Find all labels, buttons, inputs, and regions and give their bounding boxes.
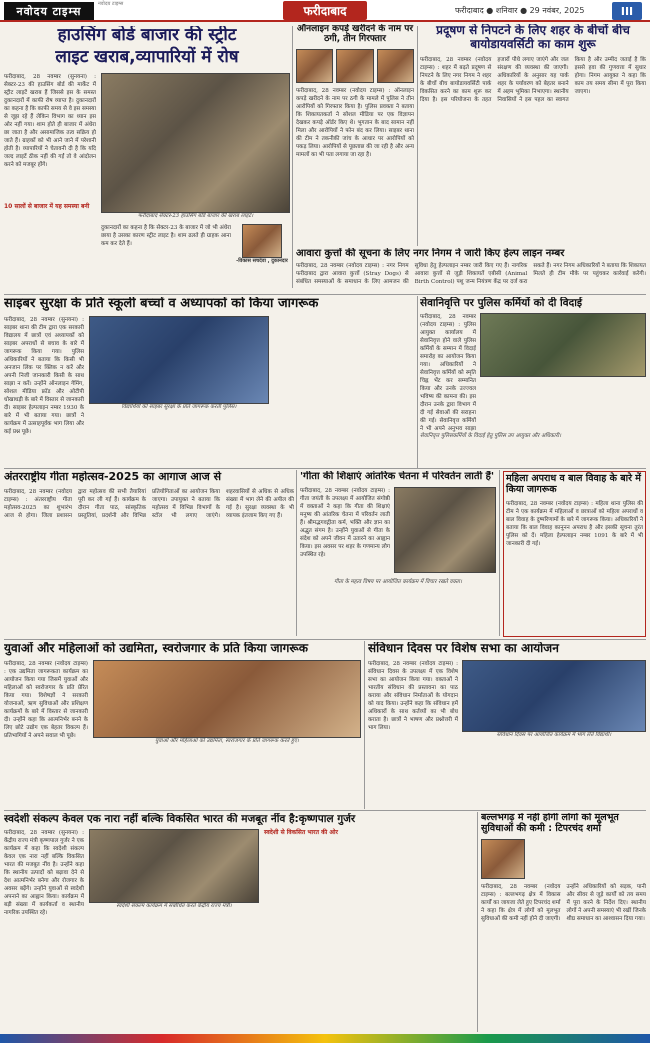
story-ballabgarh — [481, 813, 646, 1033]
leader-photo — [481, 839, 525, 879]
column-rule — [292, 26, 293, 288]
row-rule — [4, 639, 646, 640]
page-header — [0, 0, 650, 22]
story-body: फरीदाबाद, 28 नवम्बर (सुनयना) : केंद्रीय राज्य मंत्री कृष्णपाल गुर्जर ने एक कार्यक्रम में कहा कि स्वदेशी संकल्प केवल एक नारा नहीं बल्कि विकसित भारत की मजबूत नींव है। उन्होंने कहा कि स्थानीय उत्पादों को बढ़ावा देने से देश आत्मनिर्भर बनेगा और रोजगार के अवसर बढ़ेंगे। उन्होंने युवाओं से स्वदेशी अपनाने का आह्वान किया। कार्यक्रम में बड़ी संख्या में कार्यकर्ता व स्थानीय नागरिक उपस्थित रहे। — [4, 830, 84, 917]
headline-street-light-1: हाउसिंग बोर्ड बाजार की स्ट्रीट — [57, 26, 237, 45]
headline-gita-teachings: 'गीता की शिक्षाएं आंतरिक चेतना में परिवर्तन लाती हैं' — [300, 471, 495, 482]
column-rule — [417, 26, 418, 246]
quote-text: दुकानदारों का कहना है कि सेक्टर-23 के बाजार में जो भी अंधेरा छाया है उसका कारण स्ट्रीट लाइट है। शाम ढलते ही ग्राहक आना कम कर देते हैं। — [101, 225, 231, 248]
column-rule — [499, 470, 500, 636]
photo-caption: युवाओं और महिलाओं को उद्यमिता, स्वरोजगार के प्रति जागरूक करते हुए। — [155, 737, 299, 744]
headline-retirement: सेवानिवृत्ति पर पुलिस कर्मियों को दी विदाई — [420, 297, 583, 309]
headline-online-fraud: ऑनलाइन कपड़े खरीदने के नाम पर ठगी, तीन गिरफ्तार — [296, 24, 414, 45]
column-rule — [296, 470, 297, 636]
story-body: फरीदाबाद, 28 नवम्बर (नवोदय टाइम्स) : शहर में बढ़ते प्रदूषण से निपटने के लिए नगर निगम ने शहर के बीचों बीच बायोडायवर्सिटी पार्क विकसित करने का काम शुरू कर दिया है। इस परियोजना के तहत हजारों पौधे लगाए जाएंगे और जल संरक्षण की व्यवस्था की जाएगी। अधिकारियों के अनुसार यह पार्क शहर के पर्यावरण को बेहतर बनाने में अहम भूमिका निभाएगा। स्थानीय निवासियों ने इस पहल का स्वागत किया है और उम्मीद जताई है कि इससे हवा की गुणवत्ता में सुधार होगा। निगम आयुक्त ने कहा कि काम तय समय सीमा में पूरा किया जाएगा। — [420, 56, 646, 103]
story-stray-dogs — [296, 248, 646, 292]
constitution-photo — [462, 660, 646, 732]
column-rule — [477, 812, 478, 1032]
story-online-fraud — [296, 24, 414, 246]
red-subhead: स्वदेशी से विकसित भारत की ओर — [264, 829, 338, 837]
dateline: फरीदाबाद ● शनिवार ● 29 नवंबर, 2025 — [455, 6, 585, 15]
accused-photo — [296, 49, 333, 83]
masthead-logo: नवोदय टाइम्स — [4, 2, 94, 20]
gita-seminar-photo — [394, 487, 496, 573]
headline-entrepreneurship: युवाओं और महिलाओं को उद्यमिता, स्वरोजगार के प्रति किया जागरूक — [4, 642, 308, 655]
students-photo — [89, 316, 269, 404]
swadeshi-photo — [89, 829, 259, 903]
story-biodiversity — [420, 24, 646, 246]
story-body: फरीदाबाद, 28 नवम्बर (नवोदय टाइम्स) : अंतरराष्ट्रीय गीता महोत्सव-2025 का शुभारंभ आज से होगा। जिला प्रशासन द्वारा महोत्सव की सभी तैयारियां पूरी कर ली गई हैं। कार्यक्रम के दौरान गीता पाठ, सांस्कृतिक प्रस्तुतियां, प्रदर्शनी और विभिन्न प्रतियोगिताओं का आयोजन किया जाएगा। उपायुक्त ने बताया कि महोत्सव में विभिन्न विभागों के स्टॉल भी लगाए जाएंगे। शहरवासियों से अधिक से अधिक संख्या में भाग लेने की अपील की गई है। सुरक्षा व्यवस्था के भी व्यापक इंतजाम किए गए हैं। — [4, 488, 294, 519]
column-rule — [364, 641, 365, 809]
accused-photo-3 — [377, 49, 414, 83]
byline: -विकास सचदेवा , दुकानदार — [236, 258, 288, 265]
masthead-small: नवोदय टाइम्स — [98, 1, 124, 7]
page-number: III — [612, 2, 642, 20]
color-registration-bar — [0, 1034, 650, 1043]
accused-photo-2 — [336, 49, 373, 83]
red-subhead: 10 सालों से बाजार में यह समस्या बनी — [4, 203, 90, 211]
story-gita-mahotsav — [4, 471, 294, 637]
headline-street-light-2: लाइट खराब,व्यापारियों में रोष — [55, 46, 239, 67]
photo-caption: विद्यार्थियों को साइबर सुरक्षा के प्रति जागरूक करती पुलिस। — [121, 403, 237, 410]
story-cyber-awareness — [4, 297, 414, 467]
story-body: फरीदाबाद, 28 नवम्बर (सुनयना) : सेक्टर-23 की हाउसिंग बोर्ड की मार्केट में स्ट्रीट लाइटें खराब हैं जिससे इस के समस्त दुकानदारों में काफी रोष व्याप्त है। दुकानदारों का कहना है कि काफी समय से वे इस समस्या से जूझ रहे हैं लेकिन विभाग का ध्यान इस ओर नहीं गया। शाम होते ही बाजार में अंधेरा छा जाता है और असामाजिक तत्व सक्रिय हो जाते हैं। ग्राहकों को भी आने जाने में परेशानी होती है। व्यापारियों ने चेतावनी दी है कि यदि जल्द लाइटें ठीक नहीं की गईं तो वे आंदोलन करने को मजबूर होंगे। — [4, 74, 96, 169]
photo-caption: फरीदाबाद सेक्टर-23 हाउसिंग बोर्ड बाजार की खराब लाइटें। — [137, 213, 254, 220]
street-light-photo — [101, 73, 290, 213]
headline-stray-dogs: आवारा कुत्तों की सूचना के लिए नगर निगम ने जारी किए हेल्प लाइन नम्बर — [296, 248, 565, 259]
story-body: फरीदाबाद, 28 नवम्बर (नवोदय टाइम्स) : पुलिस आयुक्त कार्यालय में सेवानिवृत्त होने वाले पुलिस कर्मियों के सम्मान में विदाई समारोह का आयोजन किया गया। अधिकारियों ने सेवानिवृत्त कर्मियों को स्मृति चिह्न भेंट कर सम्मानित किया और उनके उज्ज्वल भविष्य की कामना की। इस दौरान उनके द्वारा विभाग में दी गई सेवाओं की सराहना की गई। सेवानिवृत्त कर्मियों ने भी अपने अनुभव साझा — [420, 314, 476, 433]
entrepreneurship-photo — [93, 660, 361, 738]
story-body: फरीदाबाद, 28 नवम्बर (नवोदय टाइम्स) : संविधान दिवस के उपलक्ष्य में एक विशेष सभा का आयोजन किया गया। वक्ताओं ने भारतीय संविधान की प्रस्तावना का पाठ कराया और संविधान निर्माताओं के योगदान को याद किया। उन्होंने कहा कि संविधान हमें अधिकारों के साथ कर्तव्यों का भी बोध कराता है। छात्रों ने भाषण और प्रश्नोत्तरी में भाग लिया। — [368, 660, 458, 731]
headline-biodiversity: प्रदूषण से निपटने के लिए शहर के बीचों बीच बायोडायवर्सिटी का काम शुरू — [436, 24, 630, 51]
column-rule — [417, 296, 418, 468]
story-swadeshi — [4, 813, 474, 1033]
story-entrepreneurship — [4, 642, 362, 808]
photo-caption: संविधान दिवस पर आयोजित कार्यक्रम में भाग लेते विद्यार्थी। — [496, 731, 612, 738]
story-women-crime — [503, 471, 646, 637]
story-body: फरीदाबाद, 28 नवम्बर (नवोदय टाइम्स) : ऑनलाइन कपड़े खरीदने के नाम पर ठगी के मामले में पुलिस ने तीन आरोपियों को गिरफ्तार किया है। पुलिस प्रवक्ता ने बताया कि शिकायतकर्ता ने सोशल मीडिया पर एक विज्ञापन देखकर कपड़े ऑर्डर किए थे। भुगतान के बाद सामान नहीं मिला और आरोपियों ने फोन बंद कर लिया। साइबर थाना की टीम ने तकनीकी जांच के आधार पर आरोपियों को पकड़ लिया। आरोपियों से पूछताछ की जा रही है और अन्य मामलों का भी पता लगाया जा रहा है। — [296, 87, 414, 158]
story-body: फरीदाबाद, 28 नवम्बर (नवोदय टाइम्स) : महिला थाना पुलिस की टीम ने एक कार्यक्रम में महिलाओं व छात्राओं को महिला अपराधों व बाल विवाह के दुष्परिणामों के बारे में जागरूक किया। अधिकारियों ने बताया कि बाल विवाह कानूनन अपराध है और इसकी सूचना तुरंत पुलिस को दें। महिला हेल्पलाइन नम्बर 1091 के बारे में भी जानकारी दी गई। — [506, 500, 643, 547]
row-rule — [4, 468, 646, 469]
story-constitution-day — [368, 642, 646, 808]
headline-constitution-day: संविधान दिवस पर विशेष सभा का आयोजन — [368, 642, 559, 655]
photo-caption: गीता के महत्व विषय पर आयोजित कार्यक्रम में विचार रखते वक्ता। — [334, 578, 462, 585]
shopkeeper-photo — [242, 224, 282, 258]
story-body: फरीदाबाद, 28 नवम्बर (सुनयना) : साइबर थाना की टीम द्वारा एक सरकारी विद्यालय में छात्रों एवं अध्यापकों को साइबर अपराधों से बचाव के बारे में जागरूक किया गया। पुलिस अधिकारियों ने बताया कि किसी भी अनजान लिंक पर क्लिक न करें और अपनी निजी जानकारी किसी के साथ साझा न करें। उन्होंने ऑनलाइन गेमिंग, सोशल मीडिया फ्रॉड और ओटीपी धोखाधड़ी के बारे में विस्तार से जानकारी दी। साइबर हेल्पलाइन नम्बर 1930 के बारे में भी बताया गया। छात्रों ने कार्यक्रम में उत्साहपूर्वक भाग लिया और कई प्रश्न पूछे। — [4, 316, 84, 435]
headline-cyber-awareness: साइबर सुरक्षा के प्रति स्कूली बच्चों व अध्यापकों को किया जागरूक — [4, 297, 319, 311]
city-badge: फरीदाबाद — [283, 1, 367, 20]
row-rule — [4, 810, 646, 811]
row-rule — [4, 294, 646, 295]
photo-caption: सेवानिवृत्त पुलिसकर्मियों के विदाई हेतु पुलिस उप आयुक्त और अधिकारी। — [420, 433, 562, 440]
story-body: फरीदाबाद, 28 नवम्बर (नवोदय टाइम्स) : एक उद्यमिता जागरूकता कार्यक्रम का आयोजन किया गया जिसमें युवाओं और महिलाओं को स्वरोजगार के प्रति प्रेरित किया गया। विशेषज्ञों ने सरकारी योजनाओं, ऋण सुविधाओं और प्रशिक्षण कार्यक्रमों के बारे में विस्तार से जानकारी दी। उन्होंने कहा कि आत्मनिर्भर बनने के लिए छोटे उद्योग एक बेहतर विकल्प हैं। प्रतिभागियों ने अपने सवाल भी पूछे। — [4, 660, 88, 739]
farewell-photo — [480, 313, 646, 377]
story-body: फरीदाबाद, 28 नवम्बर (नवोदय टाइम्स) : गीता जयंती के उपलक्ष्य में आयोजित संगोष्ठी में वक्ताओं ने कहा कि गीता की शिक्षाएं मनुष्य की आंतरिक चेतना में परिवर्तन लाती हैं। श्रीमद्भगवद्गीता कर्म, भक्ति और ज्ञान का अद्भुत संगम है। उन्होंने युवाओं से गीता के संदेश को अपने जीवन में उतारने का आह्वान किया। इस अवसर पर शहर के गणमान्य लोग उपस्थित रहे। — [300, 487, 390, 558]
story-body: फरीदाबाद, 28 नवम्बर (नवोदय टाइम्स) : नगर निगम फरीदाबाद द्वारा आवारा कुत्तों (Stray Dogs) से संबंधित समस्याओं के समाधान के लिए आमजन की सुविधा हेतु हेल्पलाइन नम्बर जारी किए गए हैं। नागरिक आवारा कुत्तों से जुड़ी शिकायतें एबीसी (Animal Birth Control) पशु जन्म नियंत्रण केंद्र पर दर्ज करा सकते हैं। नगर निगम अधिकारियों ने बताया कि शिकायत मिलते ही टीम मौके पर पहुंचकर कार्रवाई करेगी। — [296, 262, 646, 285]
story-gita-teachings — [300, 471, 496, 637]
story-body: फरीदाबाद, 28 नवम्बर (नवोदय टाइम्स) : बल्लभगढ़ क्षेत्र में विकास कार्यों का जायजा लेते हुए टिपरचंद शर्मा ने कहा कि क्षेत्र में लोगों को मूलभूत सुविधाओं की कमी नहीं होने दी जाएगी। उन्होंने अधिकारियों को सड़क, पानी और सीवर से जुड़े कार्यों को तय समय में पूरा करने के निर्देश दिए। स्थानीय लोगों ने अपनी समस्याएं भी रखीं जिनके शीघ्र समाधान का आश्वासन दिया गया। — [481, 883, 646, 922]
story-retirement — [420, 297, 646, 467]
headline-swadeshi: स्वदेशी संकल्प केवल एक नारा नहीं बल्कि विकसित भारत की मजबूत नींव है:कृष्णपाल गुर्जर — [4, 813, 356, 825]
headline-women-crime: महिला अपराध व बाल विवाह के बारे में किया जागरूक — [506, 473, 641, 495]
story-street-light — [4, 26, 290, 288]
headline-gita-mahotsav: अंतरराष्ट्रीय गीता महोत्सव-2025 का आगाज आज से — [4, 471, 222, 483]
headline-ballabgarh: बल्लभगढ़ में नहीं होंगी लोगों को मूलभूत सुविधाओं की कमी : टिपरचंद शर्मा — [481, 813, 619, 834]
photo-caption: स्वदेशी संकल्प कार्यक्रम में संबोधित करते केंद्रीय राज्य मंत्री। — [116, 903, 232, 910]
